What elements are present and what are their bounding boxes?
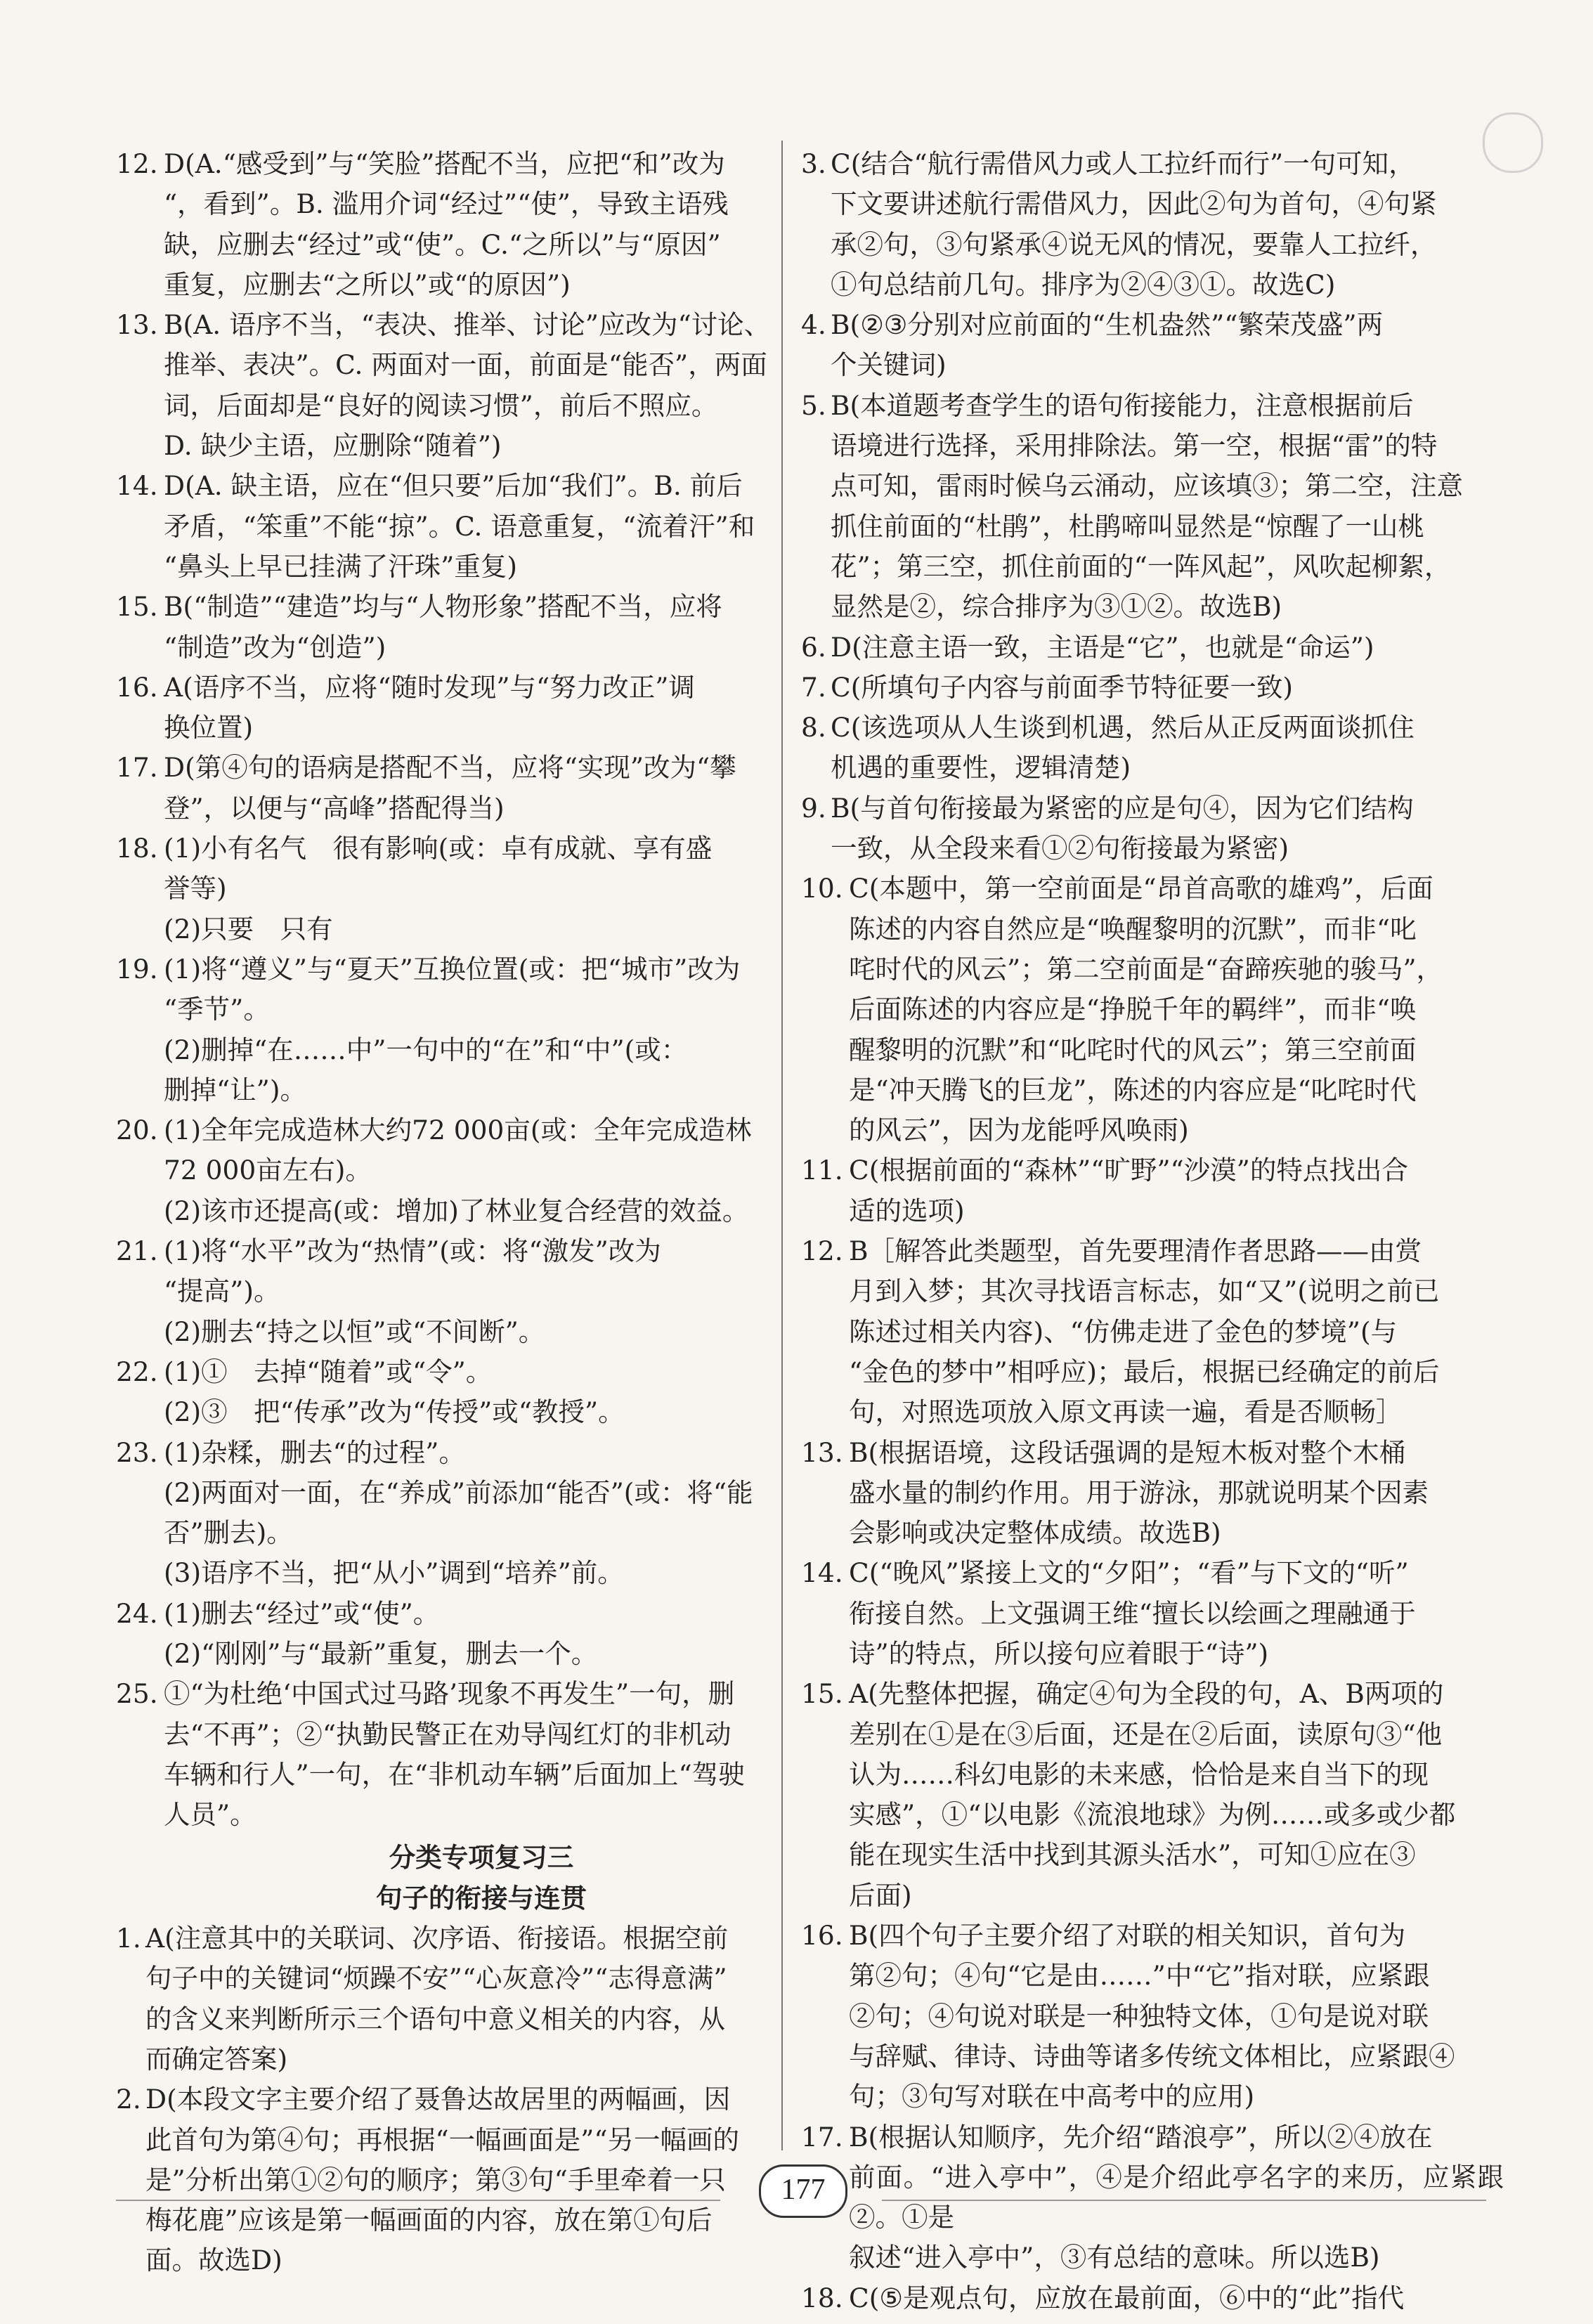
answer-item <box>116 1231 819 1312</box>
answer-item <box>116 466 819 587</box>
answer-line: (1)将“遵义”与“夏天”互换位置(或：把“城市”改为 <box>164 953 741 985</box>
answer-text <box>849 1553 1504 1674</box>
answer-text <box>164 1231 819 1312</box>
answer-line: B(“制造”“建造”均与“人物形象”搭配不当，应将 <box>164 591 722 623</box>
answer-item <box>116 2079 819 2280</box>
answer-text <box>849 1231 1504 1432</box>
answer-text <box>164 949 819 1030</box>
answer-line: C(所填句子内容与前面季节特征要一致) <box>831 671 1293 703</box>
answer-line: D(注意主语一致，主语是“它”，也就是“命运”) <box>831 631 1374 663</box>
answer-text <box>831 628 1504 668</box>
answer-line: D(第④句的语病是搭配不当，应将“实现”改为“攀 <box>164 752 736 784</box>
answer-text <box>164 466 819 587</box>
answer-text <box>831 305 1504 386</box>
answer-line: 缺，应删去“经过”或“使”。C.“之所以”与“原因” <box>164 228 721 260</box>
answer-line: 花”；第三空，抓住前面的“一阵风起”，风吹起柳絮， <box>831 550 1451 582</box>
answer-line: 的风云”，因为龙能呼风唤雨) <box>849 1115 1189 1146</box>
answer-item <box>801 2278 1504 2318</box>
answer-line: 点可知，雷雨时候乌云涌动，应该填③；第二空，注意 <box>831 470 1463 502</box>
answer-text <box>831 144 1504 305</box>
answer-text <box>164 1110 819 1191</box>
answer-line: 诗”的特点，所以接句应着眼于“诗”) <box>849 1637 1269 1669</box>
answer-text <box>849 2117 1504 2278</box>
answer-text <box>164 829 819 909</box>
answer-number: 20. <box>116 1115 158 1146</box>
answer-item <box>801 2117 1504 2278</box>
answer-line: 面。故选D) <box>145 2245 282 2276</box>
answer-subline: (2)删掉“在……中”一句中的“在”和“中”(或： <box>164 1034 688 1065</box>
answer-line: B(根据认知顺序，先介绍“踏浪亭”，所以②④放在 <box>849 2121 1433 2153</box>
answer-number: 15. <box>116 591 158 623</box>
answer-line: C(该选项从人生谈到机遇，然后从正反两面谈抓住 <box>831 712 1415 744</box>
answer-line: 一致，从全段来看①②句衔接最为紧密) <box>831 833 1289 864</box>
answer-item <box>801 708 1504 788</box>
answer-line: C(“晚风”紧接上文的“夕阳”；“看”与下文的“听” <box>849 1557 1409 1589</box>
answer-line: 誉等) <box>164 873 227 904</box>
answer-line: B［解答此类题型，首先要理清作者思路——由赏 <box>849 1235 1422 1267</box>
answer-line: D(A.“感受到”与“笑脸”搭配不当，应把“和”改为 <box>164 148 725 179</box>
answer-number: 5. <box>801 389 826 421</box>
answer-line: D. 缺少主语，应删除“随着”) <box>164 430 502 462</box>
answer-item <box>801 1553 1504 1674</box>
answer-text <box>145 1919 819 2079</box>
answer-item <box>801 1674 1504 1916</box>
answer-number: 3. <box>801 148 826 179</box>
answer-line: (1)全年完成造林大约72 000亩(或：全年完成造林 <box>164 1115 752 1146</box>
answer-number: 2. <box>116 2084 141 2115</box>
answer-item <box>801 628 1504 668</box>
answer-line: 咤时代的风云”；第二空前面是“奋蹄疾驰的骏马”， <box>849 953 1443 985</box>
answer-line: 矛盾，“笨重”不能“掠”。C. 语意重复，“流着汗”和 <box>164 510 755 542</box>
answer-line: B(A. 语序不当，“表决、推举、讨论”应改为“讨论、 <box>164 309 771 341</box>
answer-item <box>116 1594 819 1634</box>
answer-line: 认为……科幻电影的未来感，恰恰是来自当下的现 <box>849 1758 1429 1790</box>
answer-line: B(与首句衔接最为紧密的应是句④，因为它们结构 <box>831 792 1414 824</box>
answer-line: 词，后面却是“良好的阅读习惯”，前后不照应。 <box>164 389 718 421</box>
answer-subline: (2)“刚刚”与“最新”重复，删去一个。 <box>164 1637 598 1669</box>
answer-text <box>164 1674 819 1835</box>
answer-text <box>831 668 1504 708</box>
answer-text <box>164 1594 819 1634</box>
answer-number: 4. <box>801 309 826 341</box>
answer-line: 梅花鹿”应该是第一幅画面的内容，放在第①句后 <box>145 2205 713 2236</box>
answer-line: 是“冲天腾飞的巨龙”，陈述的内容应是“叱咤时代 <box>849 1074 1417 1105</box>
answer-text <box>849 1674 1504 1916</box>
answer-line: 人员”。 <box>164 1799 256 1831</box>
left-column <box>116 144 819 2281</box>
answer-line: “金色的梦中”相呼应)；最后，根据已经确定的前后 <box>849 1356 1440 1387</box>
answer-item <box>116 1433 819 1473</box>
answer-line: D(本段文字主要介绍了聂鲁达故居里的两幅画，因 <box>145 2084 731 2115</box>
answer-line: 后面) <box>849 1879 912 1911</box>
answer-item <box>116 305 819 466</box>
answer-subline: (2)两面对一面，在“养成”前添加“能否”(或：将“能 <box>164 1476 753 1508</box>
answer-text <box>164 144 819 305</box>
footer-rule-right <box>882 2200 1486 2201</box>
answer-line: 与辞赋、律诗、诗曲等诸多传统文体相比，应紧跟④ <box>849 2040 1455 2072</box>
answer-line: “提高”)。 <box>164 1275 280 1307</box>
answer-item <box>116 587 819 668</box>
answer-number: 11. <box>801 1155 843 1186</box>
answer-text <box>849 1150 1504 1231</box>
answer-item <box>116 668 819 748</box>
answer-line: C(⑤是观点句，应放在最前面，⑥中的“此”指代 <box>849 2282 1405 2313</box>
answer-line: B(四个句子主要介绍了对联的相关知识，首句为 <box>849 1920 1406 1952</box>
answer-line: (1)小有名气 很有影响(或：卓有成就、享有盛 <box>164 833 713 864</box>
answer-line: 此首句为第④句；再根据“一幅画面是”“另一幅画的 <box>145 2124 740 2155</box>
answer-item <box>116 829 819 909</box>
answer-item <box>801 668 1504 708</box>
answer-line: 句，对照选项放入原文再读一遍，看是否顺畅］ <box>849 1396 1403 1428</box>
section-subtitle: 句子的衔接与连贯 <box>376 1882 587 1914</box>
answer-text <box>164 668 819 748</box>
answer-number: 13. <box>116 309 158 341</box>
answer-item <box>801 386 1504 628</box>
answer-item <box>801 144 1504 305</box>
answer-line: 去“不再”；②“执勤民警正在劝导闯红灯的非机动 <box>164 1718 732 1750</box>
answer-number: 15. <box>801 1678 843 1710</box>
answer-number: 23. <box>116 1436 158 1468</box>
answer-number: 22. <box>116 1356 158 1387</box>
answer-line: A(语序不当，应将“随时发现”与“努力改正”调 <box>164 671 695 703</box>
answer-item <box>801 1433 1504 1554</box>
answer-line: A(先整体把握，确定④句为全段的句，A、B两项的 <box>849 1678 1444 1710</box>
answer-number: 25. <box>116 1678 158 1710</box>
answer-text <box>849 869 1504 1150</box>
answer-subline: (3)语序不当，把“从小”调到“培养”前。 <box>164 1557 624 1589</box>
answer-number: 16. <box>801 1920 843 1952</box>
answer-line: 差别在①是在③后面，还是在②后面，读原句③“他 <box>849 1718 1443 1750</box>
answer-line: ①“为杜绝‘中国式过马路’现象不再发生”一句，删 <box>164 1678 735 1710</box>
answer-line: 会影响或决定整体成绩。故选B) <box>849 1517 1221 1549</box>
answer-line: 陈述的内容自然应是“唤醒黎明的沉默”，而非“叱 <box>849 913 1417 944</box>
answer-number: 21. <box>116 1235 158 1267</box>
answer-item <box>116 748 819 829</box>
answer-line: 衔接自然。上文强调王维“擅长以绘画之理融通于 <box>849 1597 1416 1629</box>
answer-number: 6. <box>801 631 826 663</box>
answer-text <box>164 1352 819 1392</box>
answer-line: 抓住前面的“杜鹃”，杜鹃啼叫显然是“惊醒了一山桃 <box>831 510 1425 542</box>
right-column <box>801 144 1504 2318</box>
answer-line: 后面陈述的内容应是“挣脱千年的羁绊”，而非“唤 <box>849 994 1417 1025</box>
answer-text <box>164 587 819 668</box>
answer-line: 而确定答案) <box>145 2043 288 2075</box>
answer-number: 12. <box>116 148 158 179</box>
answer-text <box>831 788 1504 869</box>
answer-item <box>801 788 1504 869</box>
answer-item <box>801 1150 1504 1231</box>
answer-number: 24. <box>116 1597 158 1629</box>
answer-line: 句子中的关键词“烦躁不安”“心灰意冷”“志得意满” <box>145 1963 727 1994</box>
answer-number: 18. <box>116 833 158 864</box>
answer-line: 登”，以便与“高峰”搭配得当) <box>164 792 505 824</box>
answer-line: (1)删去“经过”或“使”。 <box>164 1597 440 1629</box>
answer-number: 10. <box>801 873 843 904</box>
answer-line: (1)① 去掉“随着”或“令”。 <box>164 1356 493 1387</box>
answer-line: 下文要讲述航行需借风力，因此②句为首句，④句紧 <box>831 188 1437 220</box>
answer-number: 14. <box>801 1557 843 1589</box>
answer-line: 个关键词) <box>831 349 947 381</box>
answer-text <box>849 1916 1504 2117</box>
answer-line: 前面。“进入亭中”，④是介绍此亭名字的来历，应紧跟②。①是 <box>849 2161 1504 2233</box>
answer-subline: (2)该市还提高(或：增加)了林业复合经营的效益。 <box>164 1195 749 1226</box>
answer-line: C(结合“航行需借风力或人工拉纤而行”一句可知， <box>831 148 1415 179</box>
answer-line: 是”分析出第①②句的顺序；第③句“手里牵着一只 <box>145 2164 726 2195</box>
answer-line: 语境进行选择，采用排除法。第一空，根据“雷”的特 <box>831 430 1438 462</box>
answer-number: 1. <box>116 1923 141 1954</box>
answer-line: “季节”。 <box>164 994 270 1025</box>
answer-line: 叙述“进入亭中”，③有总结的意味。所以选B) <box>849 2242 1380 2273</box>
answer-line: 盛水量的制约作用。用于游泳，那就说明某个因素 <box>849 1476 1429 1508</box>
answer-text <box>145 2079 819 2280</box>
answer-line: 的含义来判断所示三个语句中意义相关的内容，从 <box>145 2003 725 2034</box>
answer-item <box>801 869 1504 1150</box>
answer-item <box>116 1352 819 1392</box>
answer-line: 醒黎明的沉默”和“叱咤时代的风云”；第三空前面 <box>849 1034 1417 1065</box>
answer-line: (1)将“水平”改为“热情”(或：将“激发”改为 <box>164 1235 661 1267</box>
answer-line: 换位置) <box>164 712 254 744</box>
answer-number: 13. <box>801 1436 843 1468</box>
footer-rule-left <box>116 2200 720 2201</box>
answer-line: 重复，应删去“之所以”或“的原因”) <box>164 268 571 300</box>
answer-text <box>164 1433 819 1473</box>
answer-line: 月到入梦；其次寻找语言标志，如“又”(说明之前已 <box>849 1275 1440 1307</box>
answer-item <box>116 1110 819 1191</box>
answer-line: 陈述过相关内容)、“仿佛走进了金色的梦境”(与 <box>849 1316 1398 1347</box>
answer-line: B(本道题考查学生的语句衔接能力，注意根据前后 <box>831 389 1414 421</box>
answer-item <box>801 305 1504 386</box>
answer-item <box>116 949 819 1030</box>
answer-line: 实感”，①“以电影《流浪地球》为例……或多或少都 <box>849 1799 1456 1831</box>
answer-line: 车辆和行人”一句，在“非机动车辆”后面加上“驾驶 <box>164 1758 745 1790</box>
answer-line: 句；③句写对联在中高考中的应用) <box>849 2081 1255 2112</box>
answer-number: 12. <box>801 1235 843 1267</box>
answer-line: ①句总结前几句。排序为②④③①。故选C) <box>831 268 1336 300</box>
page-number: 177 <box>759 2164 847 2218</box>
answer-text <box>831 386 1504 628</box>
answer-line: 72 000亩左右)。 <box>164 1155 372 1186</box>
answer-text <box>164 748 819 829</box>
answer-line: B(根据语境，这段话强调的是短木板对整个木桶 <box>849 1436 1406 1468</box>
answer-number: 14. <box>116 470 158 502</box>
answer-line: 能在现实生活中找到其源头活水”，可知①应在③ <box>849 1839 1416 1871</box>
answer-number: 17. <box>801 2121 843 2153</box>
answer-line: “，看到”。B. 滥用介词“经过”“使”，导致主语残 <box>164 188 729 220</box>
answer-number: 8. <box>801 712 826 744</box>
answer-subline: (2)删去“持之以恒”或“不间断”。 <box>164 1316 545 1347</box>
answer-line: “鼻头上早已挂满了汗珠”重复) <box>164 550 517 582</box>
answer-line: D(A. 缺主语，应在“但只要”后加“我们”。B. 前后 <box>164 470 743 502</box>
answer-number: 7. <box>801 671 826 703</box>
answer-line: 适的选项) <box>849 1195 965 1226</box>
answer-text <box>849 1433 1504 1554</box>
answer-item <box>801 1231 1504 1432</box>
answer-text <box>164 305 819 466</box>
answer-line: 承②句，③句紧承④说无风的情况，要靠人工拉纤， <box>831 228 1437 260</box>
answer-text <box>849 2278 1504 2318</box>
answer-number: 19. <box>116 953 158 985</box>
answer-subline: (2)③ 把“传承”改为“传授”或“教授”。 <box>164 1396 625 1428</box>
answer-line: (1)杂糅，删去“的过程”。 <box>164 1436 465 1468</box>
answer-item <box>116 1919 819 2079</box>
answer-line: C(本题中，第一空前面是“昂首高歌的雄鸡”，后面 <box>849 873 1433 904</box>
answer-line: 机遇的重要性，逻辑清楚) <box>831 752 1131 784</box>
answer-number: 17. <box>116 752 158 784</box>
answer-number: 18. <box>801 2282 843 2313</box>
answer-subline: 删掉“让”)。 <box>164 1074 306 1105</box>
answer-item <box>801 1916 1504 2117</box>
answer-line: 显然是②，综合排序为③①②。故选B) <box>831 591 1282 623</box>
answer-line: B(②③分别对应前面的“生机盎然”“繁荣茂盛”两 <box>831 309 1384 341</box>
answer-subline: (2)只要 只有 <box>164 913 333 944</box>
answer-line: 推举、表决”。C. 两面对一面，前面是“能否”，两面 <box>164 349 767 381</box>
answer-number: 16. <box>116 671 158 703</box>
answer-line: A(注意其中的关联词、次序语、衔接语。根据空前 <box>145 1923 729 1954</box>
answer-item <box>116 144 819 305</box>
answer-item <box>116 1674 819 1835</box>
answer-line: 第②句；④句“它是由……”中“它”指对联，应紧跟 <box>849 1960 1430 1992</box>
answer-number: 9. <box>801 792 826 824</box>
answer-subline: 否”删去)。 <box>164 1517 293 1549</box>
answer-line: ②句；④句说对联是一种独特文体，①句是说对联 <box>849 2000 1429 2032</box>
answer-line: C(根据前面的“森林”“旷野”“沙漠”的特点找出合 <box>849 1155 1408 1186</box>
section-title: 分类专项复习三 <box>389 1842 574 1874</box>
answer-line: “制造”改为“创造”) <box>164 631 386 663</box>
answer-text <box>831 708 1504 788</box>
